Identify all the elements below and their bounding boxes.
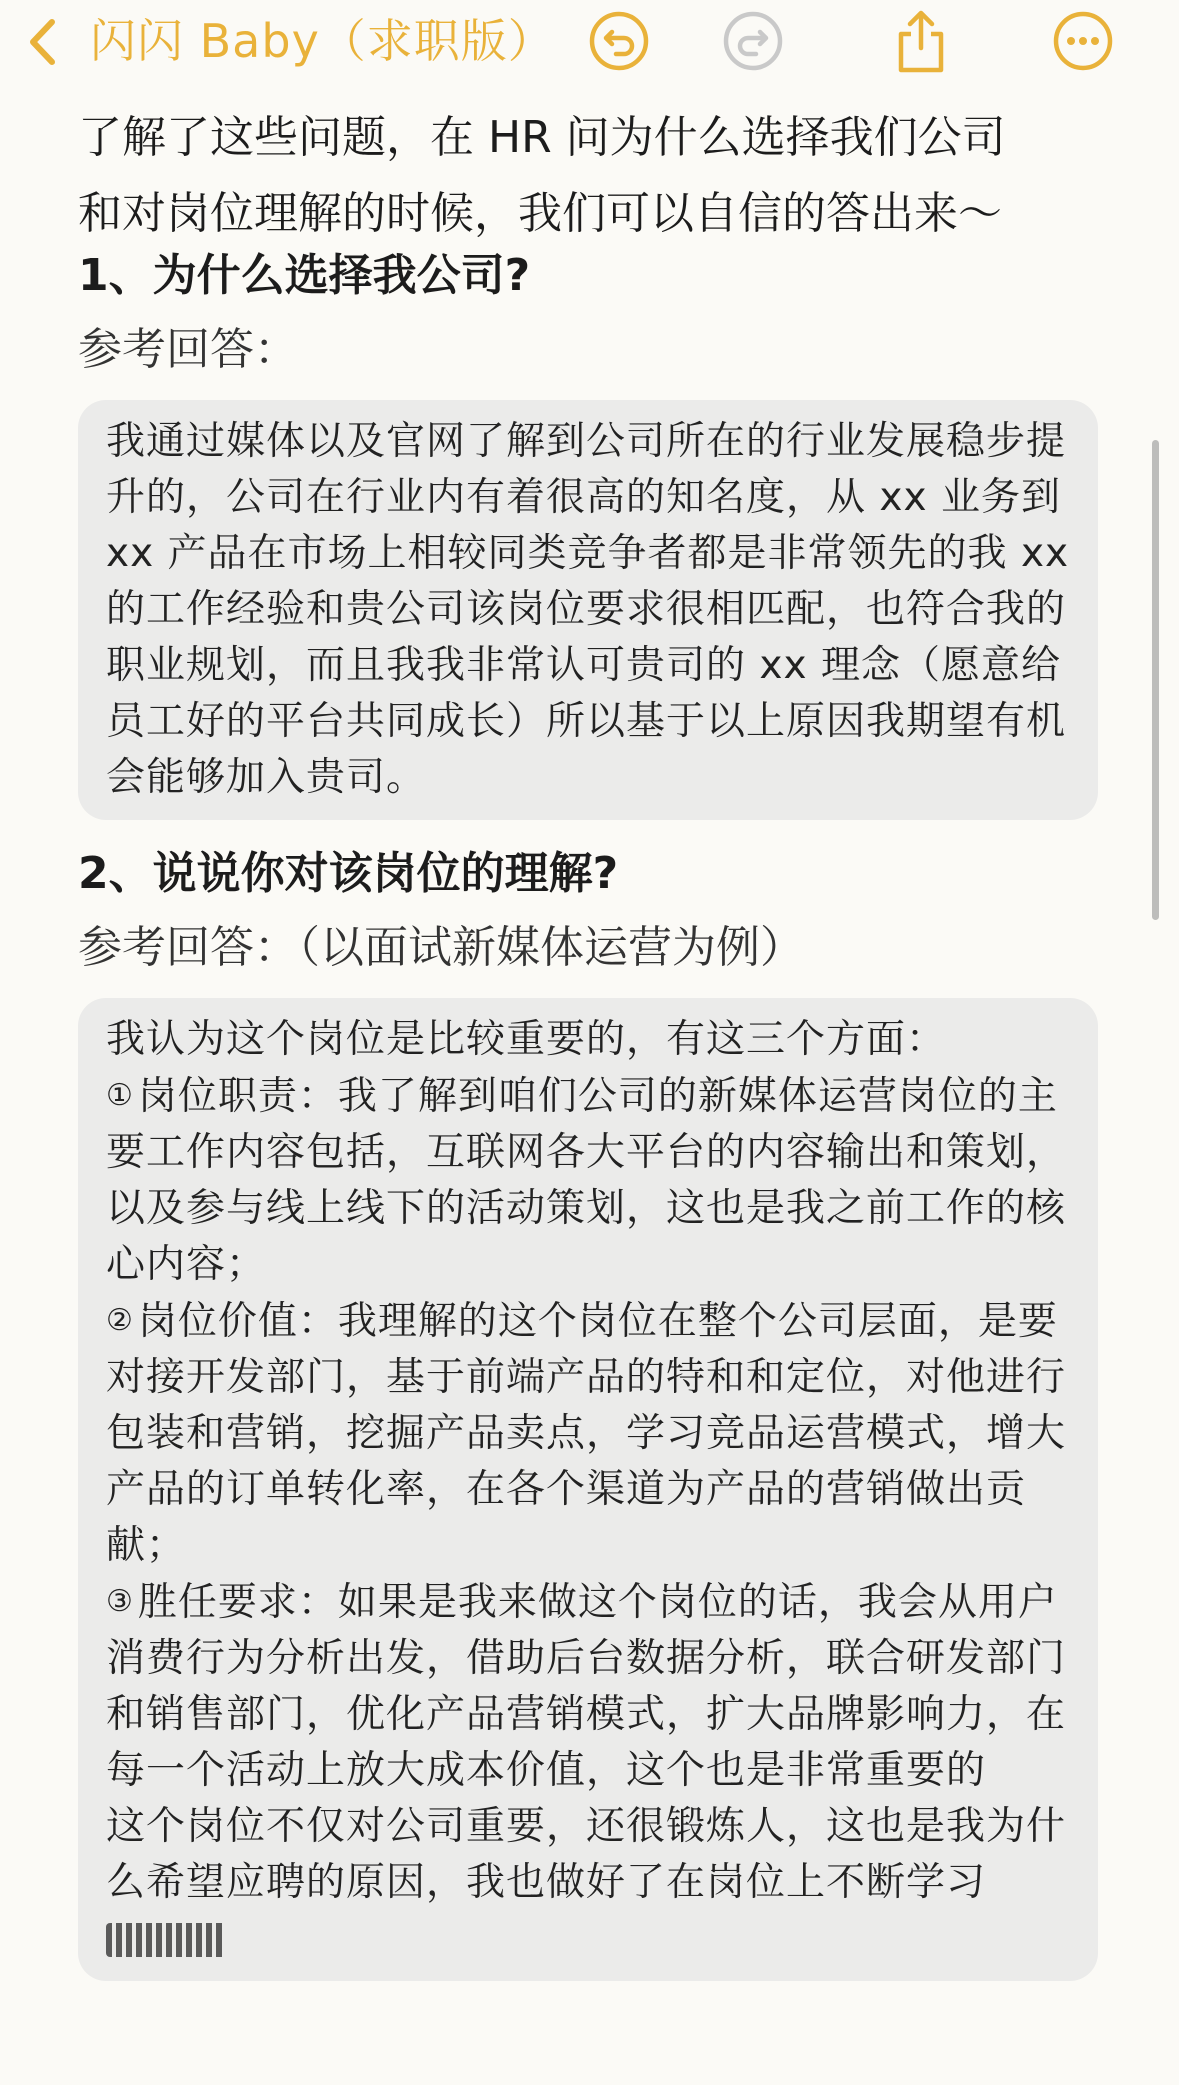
answer-card-1 [78, 400, 1098, 820]
item-number: ② [106, 1303, 134, 1338]
answer-text: 我通过媒体以及官网了解到公司所在的行业发展稳步提升的，公司在行业内有着很高的知名度，从 xx 业务到 xx 产品在市场上相较同类竞争者都是非常领先的我 xx 的工作经验和贵公司该岗位要求很相匹配，也符合我的职业规划，而且我我非常认可贵司的 xx 理念（愿意给员工好的平台共同成长）所以基于以上原因我期望有机会能够加入贵司。 [106, 419, 1070, 800]
reference-answer-label: 参考回答： [78, 324, 298, 375]
note-body[interactable] [78, 96, 1098, 2003]
navigation-bar [0, 0, 1179, 86]
redo-button[interactable] [720, 8, 786, 74]
answer-card-2 [78, 998, 1098, 1981]
item-text: 胜任要求：如果是我来做这个岗位的话，我会从用户消费行为分析出发，借助后台数据分析，联合研发部门和销售部门，优化产品营销模式，扩大品牌影响力，在每一个活动上放大成本价值，这个也是非常重要的 [106, 1580, 1067, 1793]
item-text: 岗位价值：我理解的这个岗位在整个公司层面，是要对接开发部门，基于前端产品的特和和定位，对他进行包装和营销，挖掘产品卖点，学习竞品运营模式，增大产品的订单转化率，在各个渠道为产品的营销做出贡献； [106, 1299, 1067, 1568]
item-number: ① [106, 1078, 134, 1113]
more-button[interactable] [1050, 8, 1116, 74]
intro-line: 了解了这些问题，在 HR 问为什么选择我们公司 [78, 112, 1006, 163]
share-button[interactable] [888, 8, 954, 74]
back-button[interactable] [22, 12, 62, 72]
scrollbar[interactable] [1152, 440, 1159, 920]
chevron-left-icon [27, 18, 57, 66]
answer-item [106, 1068, 1070, 1293]
note-title: 闪闪 Baby（求职版） [90, 14, 555, 68]
blurred-text [106, 1923, 226, 1957]
undo-icon [588, 10, 650, 72]
share-icon [891, 8, 951, 74]
answer-item [106, 1574, 1070, 1799]
question-1-heading: 1、为什么选择我公司? [78, 250, 531, 301]
answer-closing: 这个岗位不仅对公司重要，还很锻炼人，这也是我为什么希望应聘的原因，我也做好了在岗位上不断学习 [106, 1799, 1070, 1967]
question-2-heading: 2、说说你对该岗位的理解? [78, 848, 619, 899]
answer-item [106, 1293, 1070, 1574]
undo-button[interactable] [586, 8, 652, 74]
reference-answer-label: 参考回答：（以面试新媒体运营为例） [78, 922, 804, 973]
item-text: 岗位职责：我了解到咱们公司的新媒体运营岗位的主要工作内容包括，互联网各大平台的内容输出和策划，以及参与线上线下的活动策划，这也是我之前工作的核心内容； [106, 1074, 1067, 1287]
intro-line: 和对岗位理解的时候，我们可以自信的答出来～ [78, 188, 1002, 239]
more-icon [1052, 10, 1114, 72]
item-number: ③ [106, 1584, 134, 1619]
redo-icon [722, 10, 784, 72]
answer-intro: 我认为这个岗位是比较重要的，有这三个方面： [106, 1017, 947, 1062]
